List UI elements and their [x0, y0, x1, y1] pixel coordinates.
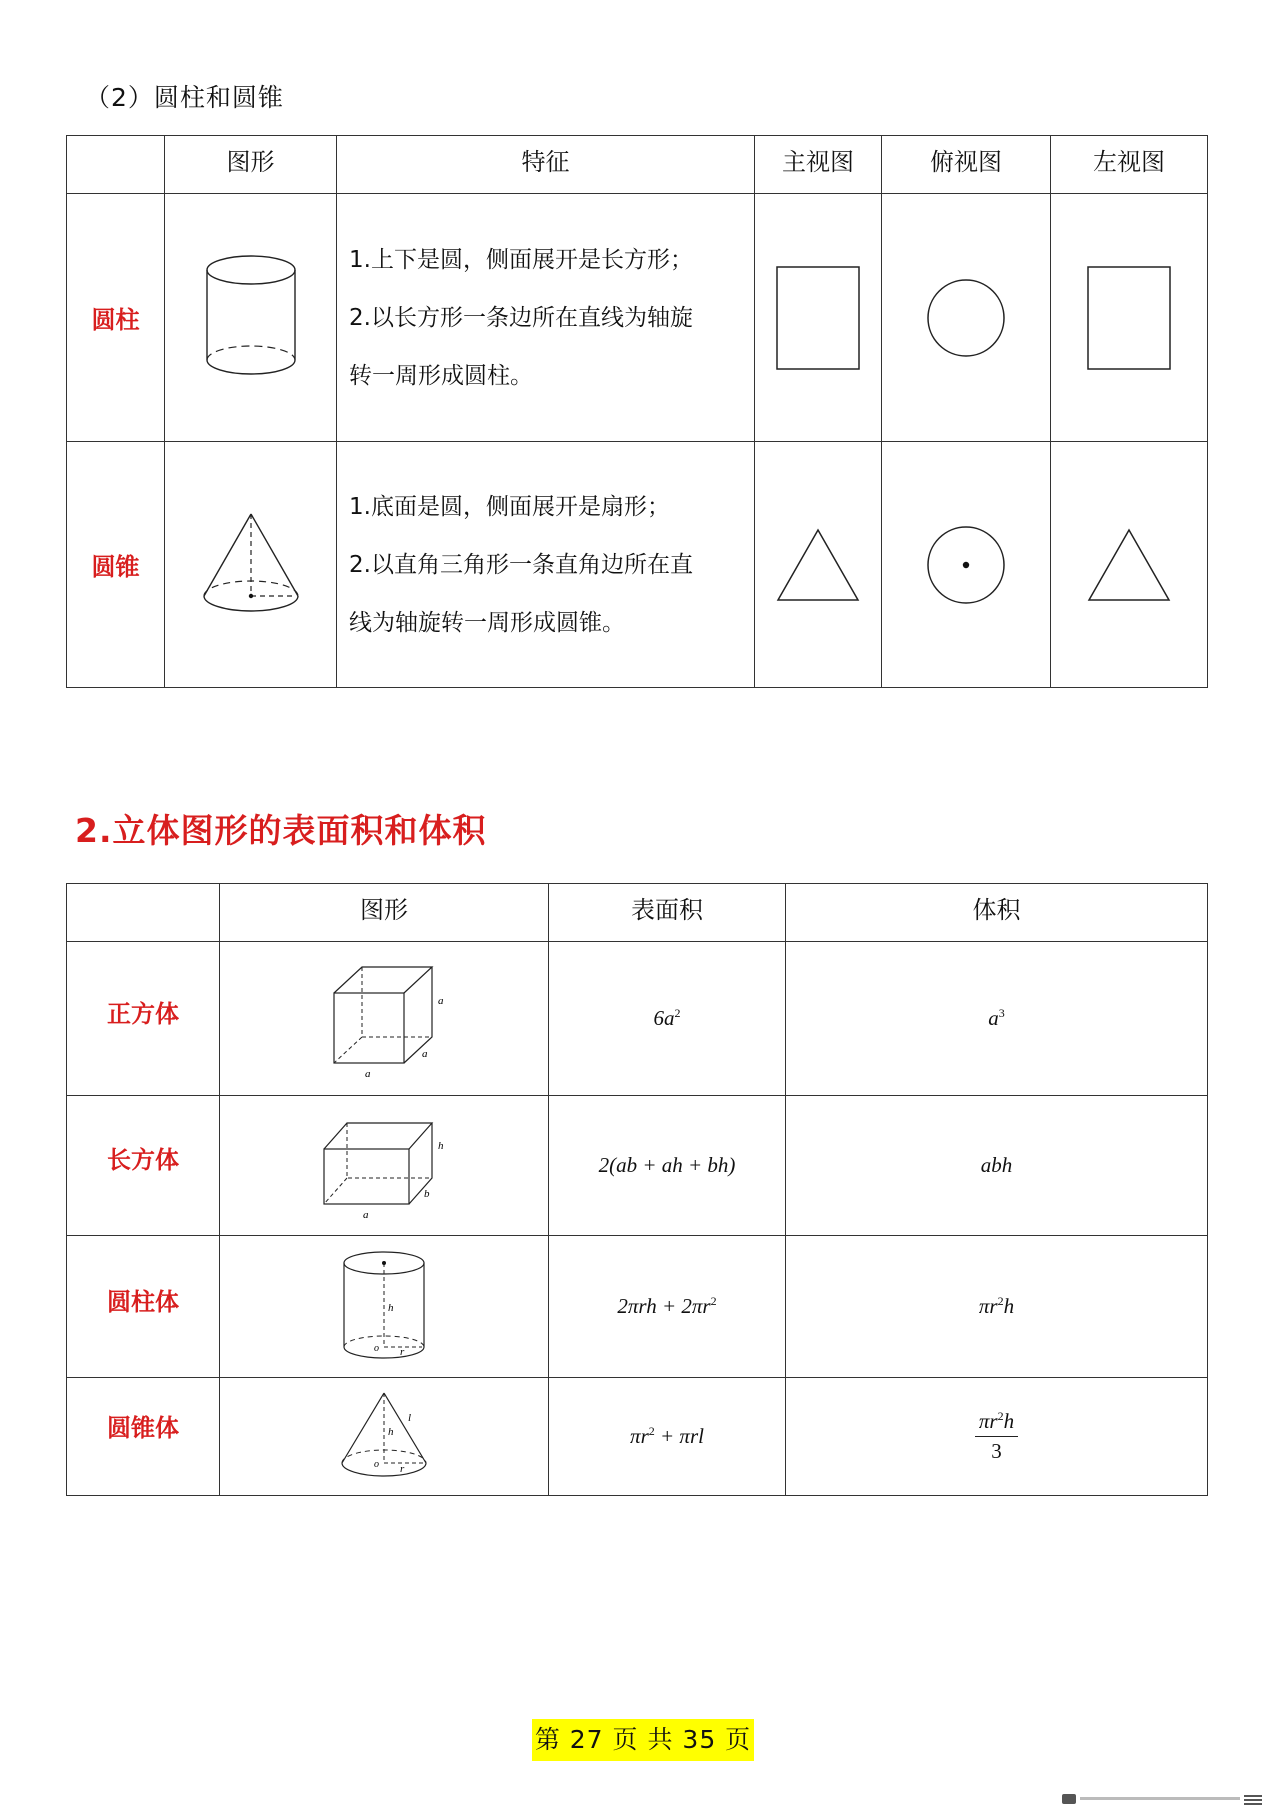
svg-text:h: h [388, 1301, 394, 1314]
cone-left-view [1051, 442, 1208, 688]
section-heading: 2.立体图形的表面积和体积 [75, 811, 487, 850]
cone-front-view [755, 442, 882, 688]
cone-features: 1.底面是圆，侧面展开是扇形； 2.以直角三角形一条直角边所在直 线为轴旋转一周形成圆锥。 [337, 442, 755, 688]
svg-text:b: b [424, 1187, 430, 1200]
table-row [67, 1096, 1208, 1236]
surface-volume-table [66, 883, 1208, 1496]
header-blank [67, 136, 165, 194]
cube-icon [319, 959, 449, 1079]
row-label-cylinder-solid: 圆柱体 [67, 1236, 220, 1378]
svg-text:o: o [374, 1458, 379, 1470]
svg-text:a: a [422, 1047, 428, 1060]
rectangle-icon [1086, 265, 1172, 371]
svg-text:l: l [408, 1411, 412, 1424]
row-label-cone-solid: 圆锥体 [67, 1378, 220, 1496]
row-label-cone: 圆锥 [67, 442, 165, 688]
scroll-indicator-icon [1062, 1792, 1262, 1806]
circle-icon [925, 277, 1007, 359]
row-label-cube: 正方体 [67, 942, 220, 1096]
cuboid-icon [314, 1111, 454, 1221]
volume-fraction: $\frac{\pi r^2h}{3}$ [975, 1409, 1018, 1464]
cylinder-solid-figure [220, 1236, 549, 1378]
cylinder-figure [165, 194, 337, 442]
header-volume: 体积 [786, 884, 1208, 942]
cylinder-icon [196, 248, 306, 388]
svg-text:o: o [374, 1342, 379, 1354]
cone-icon [334, 1387, 434, 1487]
cylinder-left-view [1051, 194, 1208, 442]
cuboid-surface-area: 2(ab + ah + bh) [549, 1096, 786, 1236]
cylinder-front-view [755, 194, 882, 442]
svg-text:a: a [363, 1208, 369, 1221]
header-left-view: 左视图 [1051, 136, 1208, 194]
svg-text:h: h [438, 1139, 444, 1152]
cone-figure [165, 442, 337, 688]
table-row [67, 942, 1208, 1096]
circle-with-center-dot-icon [925, 524, 1007, 606]
cylinder-volume: $\pi r^2h$ [786, 1236, 1208, 1378]
table-row [67, 194, 1208, 442]
cylinder-top-view [882, 194, 1051, 442]
header-surface-area: 表面积 [549, 884, 786, 942]
header-shape: 图形 [165, 136, 337, 194]
cube-surface-area: $6a^2$ [549, 942, 786, 1096]
cone-surface-area: $\pi r^2 + \pi rl$ [549, 1378, 786, 1496]
views-table [66, 135, 1208, 688]
page-number: 第 27 页 共 35 页 [532, 1719, 754, 1761]
row-label-cuboid: 长方体 [67, 1096, 220, 1236]
cone-top-view [882, 442, 1051, 688]
table-row [67, 1236, 1208, 1378]
cone-volume [786, 1378, 1208, 1496]
table-row [67, 442, 1208, 688]
cone-icon [199, 510, 303, 620]
triangle-icon [775, 527, 861, 603]
header-top-view: 俯视图 [882, 136, 1051, 194]
cylinder-icon [334, 1247, 434, 1367]
header-shape: 图形 [220, 884, 549, 942]
svg-text:a: a [365, 1067, 371, 1079]
triangle-icon [1086, 527, 1172, 603]
svg-text:a: a [438, 994, 444, 1007]
header-blank [67, 884, 220, 942]
cuboid-figure [220, 1096, 549, 1236]
cube-figure [220, 942, 549, 1096]
cone-solid-figure [220, 1378, 549, 1496]
section-label: （2）圆柱和圆锥 [85, 83, 284, 112]
table-row [67, 1378, 1208, 1496]
svg-text:r: r [400, 1345, 405, 1358]
cylinder-features: 1.上下是圆，侧面展开是长方形； 2.以长方形一条边所在直线为轴旋 转一周形成圆柱。 [337, 194, 755, 442]
header-features: 特征 [337, 136, 755, 194]
cube-volume: $a^3$ [786, 942, 1208, 1096]
row-label-cylinder: 圆柱 [67, 194, 165, 442]
header-front-view: 主视图 [755, 136, 882, 194]
svg-text:h: h [388, 1425, 394, 1438]
svg-text:r: r [400, 1462, 405, 1475]
cuboid-volume: abh [786, 1096, 1208, 1236]
rectangle-icon [775, 265, 861, 371]
cylinder-surface-area: $2\pi rh + 2\pi r^2$ [549, 1236, 786, 1378]
